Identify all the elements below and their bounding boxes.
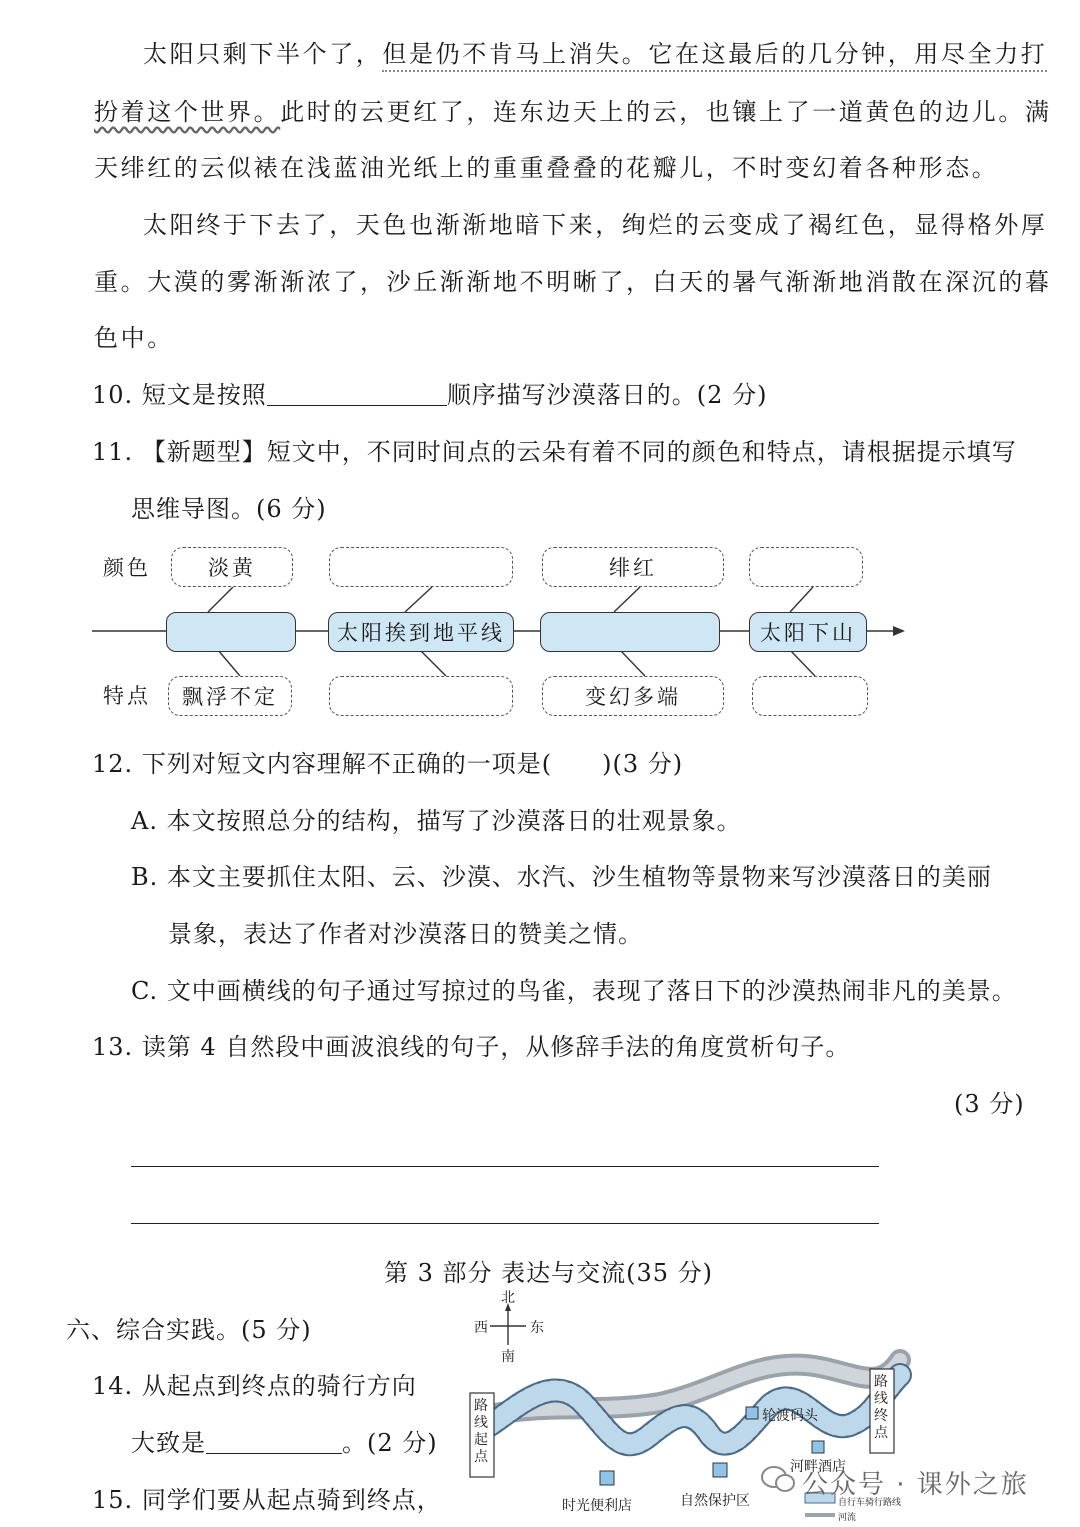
- landmark-reserve: 自然保护区: [680, 1493, 750, 1509]
- time-node: 太阳挨到地平线: [328, 612, 514, 652]
- answer-blank[interactable]: [267, 383, 447, 406]
- row-label-feature: 特点: [103, 684, 151, 708]
- legend-route: 自行车骑行路线: [838, 1498, 902, 1508]
- question-15: [92, 1480, 442, 1515]
- dotted-underlined-text: 但是仍不肯马上消失。它在这最后的几分钟，用尽全力打: [382, 40, 1047, 72]
- question-10: [92, 375, 767, 410]
- question-text: 顺序描写沙漠落日的。(2 分): [446, 381, 768, 409]
- landmark-store: 时光便利店: [562, 1498, 632, 1514]
- question-text: 短文是按照: [141, 381, 267, 409]
- answer-line[interactable]: [131, 1166, 879, 1167]
- time-node: 太阳下山: [749, 612, 867, 652]
- question-number: 13.: [92, 1033, 134, 1061]
- compass-west: 西: [474, 1320, 488, 1336]
- question-text: 大致是: [131, 1429, 206, 1457]
- passage-line: 天绯红的云似裱在浅蓝油光纸上的重重叠叠的花瓣儿，不时变幻着各种形态。: [94, 154, 999, 182]
- question-text: 【新题型】短文中，不同时间点的云朵有着不同的颜色和特点，请根据提示填写: [141, 438, 1017, 466]
- feature-box[interactable]: 飘浮不定: [168, 676, 292, 716]
- time-node[interactable]: [166, 612, 296, 652]
- answer-line[interactable]: [131, 1223, 879, 1224]
- passage-line: 太阳终于下去了，天色也渐渐地暗下来，绚烂的云变成了褐红色，显得格外厚: [143, 211, 1048, 239]
- score-label: (3 分): [954, 1090, 1025, 1118]
- question-number: 14.: [92, 1372, 134, 1400]
- question-number: 10.: [92, 381, 134, 409]
- question-11: [92, 432, 1017, 467]
- watermark-text: 公众号 · 课外之旅: [802, 1470, 1029, 1500]
- color-box[interactable]: 绯红: [542, 547, 724, 587]
- row-label-color: 颜色: [103, 556, 151, 580]
- question-number: 15.: [92, 1486, 134, 1514]
- time-node[interactable]: [540, 612, 720, 652]
- feature-box[interactable]: [752, 676, 868, 716]
- question-14-line2: [131, 1423, 438, 1458]
- passage-line: [143, 34, 1047, 69]
- question-text: 同学们要从起点骑到终点，: [141, 1486, 442, 1514]
- section-title: 六、综合实践。(5 分): [66, 1316, 312, 1344]
- question-number: 12.: [92, 750, 134, 778]
- question-12: [92, 744, 683, 779]
- landmark-hotel: 河畔酒店: [790, 1459, 846, 1475]
- legend-river: 河流: [838, 1513, 857, 1523]
- map-start-label: 路线起点: [474, 1398, 488, 1465]
- question-text: 从起点到终点的骑行方向: [141, 1372, 417, 1400]
- question-text: 下列对短文内容理解不正确的一项是( )(3 分): [141, 750, 684, 778]
- question-14: [92, 1366, 417, 1401]
- wechat-icon: [760, 1464, 796, 1494]
- question-text: 读第 4 自然段中画波浪线的句子，从修辞手法的角度赏析句子。: [141, 1033, 851, 1061]
- color-box[interactable]: [329, 547, 513, 587]
- option-b-line2: 景象，表达了作者对沙漠落日的赞美之情。: [168, 920, 643, 948]
- part-title: 第 3 部分 表达与交流(35 分): [384, 1259, 714, 1287]
- feature-box[interactable]: 变幻多端: [542, 676, 724, 716]
- passage-line: [94, 92, 1052, 127]
- passage-line: 色中。: [94, 324, 174, 352]
- option-b[interactable]: B. 本文主要抓住太阳、云、沙漠、水汽、沙生植物等景物来写沙漠落日的美丽: [131, 863, 992, 891]
- landmark-ferry: 轮渡码头: [762, 1408, 818, 1424]
- option-c[interactable]: C. 文中画横线的句子通过写掠过的鸟雀，表现了落日下的沙漠热闹非凡的美景。: [131, 977, 1017, 1005]
- option-a[interactable]: A. 本文按照总分的结构，描写了沙漠落日的壮观景象。: [131, 807, 742, 835]
- question-number: 11.: [92, 438, 134, 466]
- text: 太阳只剩下半个了，: [143, 40, 383, 68]
- feature-box[interactable]: [329, 676, 513, 716]
- color-box[interactable]: 淡黄: [171, 547, 293, 587]
- answer-blank[interactable]: [206, 1431, 342, 1454]
- compass-south: 南: [501, 1349, 515, 1365]
- text: 此时的云更红了，连东边天上的云，也镶上了一道黄色的边儿。满: [280, 98, 1052, 126]
- question-text: 。(2 分): [342, 1429, 438, 1457]
- question-13: [92, 1027, 850, 1062]
- compass-east: 东: [530, 1320, 544, 1336]
- question-11-line2: 思维导图。(6 分): [131, 495, 327, 523]
- compass-north: 北: [501, 1290, 515, 1306]
- map-end-label: 路线终点: [874, 1374, 888, 1441]
- color-box[interactable]: [749, 547, 863, 587]
- passage-line: 重。大漠的雾渐渐浓了，沙丘渐渐地不明晰了，白天的暑气渐渐地消散在深沉的暮: [94, 268, 1052, 296]
- wavy-underlined-text: 扮着这个世界。: [94, 98, 281, 126]
